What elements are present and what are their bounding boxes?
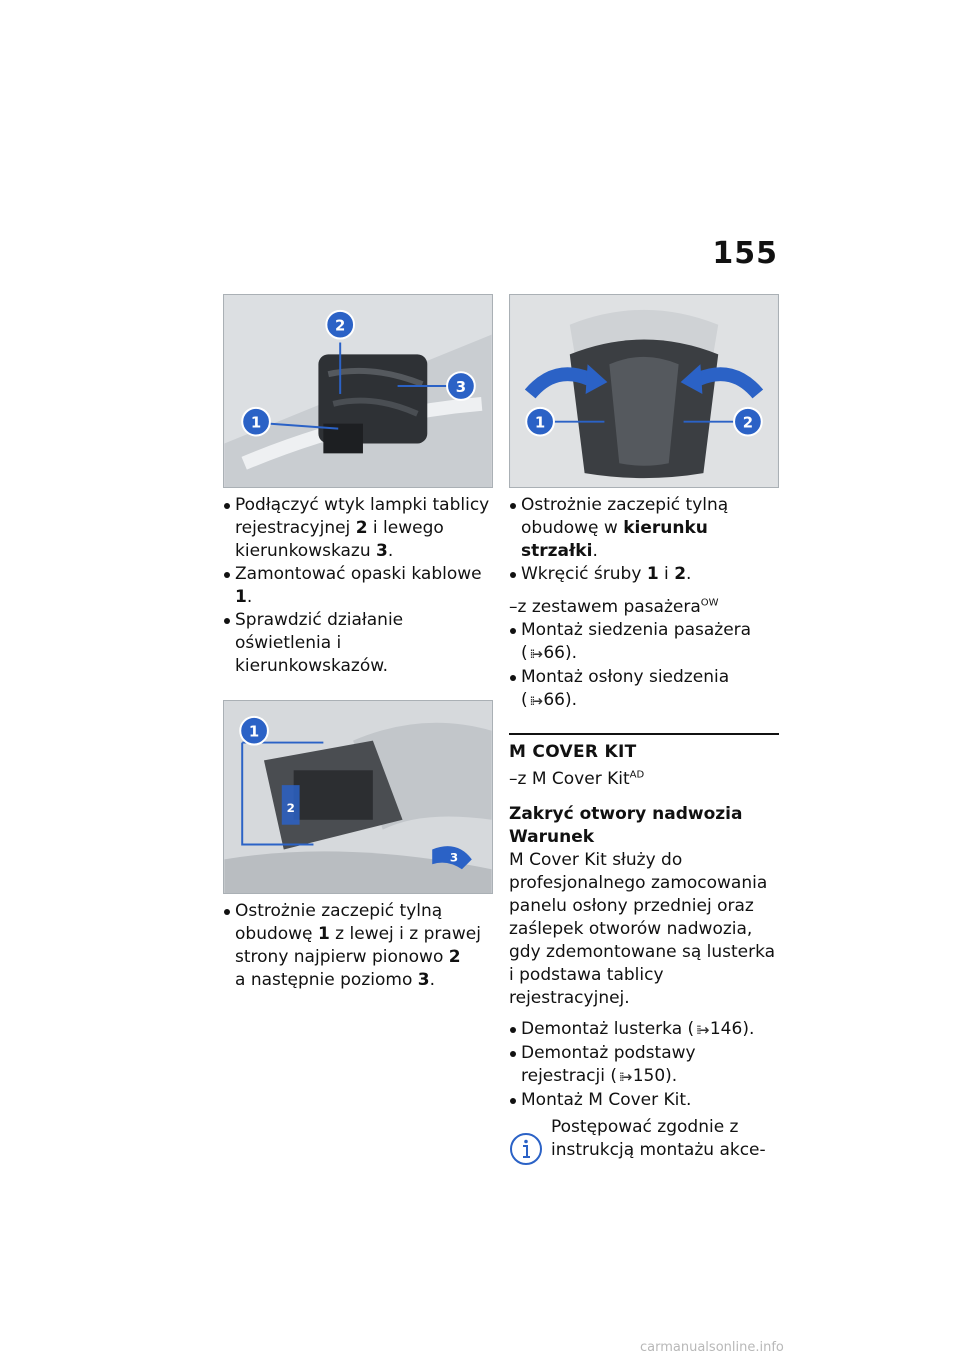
list-item: Wkręcić śruby 1 i 2. [509,563,779,586]
rear-cover-illustration [510,295,778,487]
list-item: Ostrożnie zaczepić tylną obudowę w kierunku strzałki. [509,494,779,563]
subheading: Zakryć otwory nadwozia [509,804,743,824]
page-ref-arrow-icon: ⁞⁞➜ [619,1070,631,1084]
svg-text:3: 3 [455,378,467,396]
page-reference-link[interactable]: 150 [632,1066,666,1086]
svg-text:2: 2 [335,317,346,335]
page-reference-link[interactable]: 66 [543,690,565,710]
page-number: 155 [712,236,778,271]
right-column [509,294,779,1166]
steps-list-5 [509,1018,779,1112]
page-reference-link[interactable]: 66 [543,643,565,663]
page-ref-arrow-icon: ⁞⁞➜ [529,694,542,708]
callout-1 [240,717,268,745]
list-item: Demontaż podstawy rejestracji ( ⁞⁞➜ 150). [509,1042,779,1089]
steps-list-2 [223,900,493,992]
steps-list-3 [509,494,779,586]
section-title: M COVER KIT [509,742,637,762]
svg-text:1: 1 [534,414,546,432]
list-item: Zamontować opaski kablowe 1. [223,563,493,609]
callout-2 [734,408,762,436]
page-reference-link[interactable]: 146 [709,1019,743,1039]
page-ref-arrow-icon: ⁞⁞➜ [696,1023,708,1037]
steps-list-4 [509,619,779,713]
svg-text:3: 3 [449,850,459,865]
list-item: Montaż osłony siedzenia ( ⁞⁞➜ 66). [509,666,779,713]
callout-3 [447,372,475,400]
steps-list-1 [223,494,493,678]
callout-2 [326,311,354,339]
info-icon [509,1132,543,1166]
left-column [223,294,493,992]
list-item: Demontaż lusterka ( ⁞⁞➜ 146). [509,1018,779,1042]
page-ref-arrow-icon: ⁞⁞➜ [529,647,542,661]
callout-1 [526,408,554,436]
callout-2 [287,801,295,815]
list-item: Montaż M Cover Kit. [509,1089,779,1112]
condition-heading: Warunek [509,827,595,847]
list-item: Montaż siedzenia pasażera ( ⁞⁞➜ 66). [509,619,779,666]
list-item: Podłączyć wtyk lampki tablicy rejestracyjnej 2 i lewego kierunkowskazu 3. [223,494,493,563]
figure-rear-housing [223,700,493,894]
list-item: Ostrożnie zaczepić tylną obudowę 1 z lewej i z prawej strony najpierw pionowo 2 a następnie poziomo 3. [223,900,493,992]
callout-3 [450,850,458,864]
condition-passenger-kit: –z zestawem pasażera$^{OW}$ [509,597,719,617]
description-paragraph: M Cover Kit służy do profesjonalnego zamocowania panelu osłony przedniej oraz zaślepek otworów nadwozia, gdy zdemontowane są lusterka i podstawa tablicy rejestracyjnej. [509,850,776,1008]
svg-text:2: 2 [742,414,754,432]
rear-housing-illustration [224,701,492,893]
condition-m-cover-kit: –z M Cover Kit$^{AD}$ [509,769,645,789]
svg-text:2: 2 [286,800,295,815]
info-note [509,1116,779,1166]
svg-text:1: 1 [248,723,260,741]
svg-text:1: 1 [250,414,262,432]
watermark-footer: carmanualsonline.info [640,1340,784,1355]
section-divider [509,733,779,735]
info-text: Postępować zgodnie z instrukcją montażu akce- [551,1117,766,1160]
callout-1 [242,408,270,436]
list-item: Sprawdzić działanie oświetlenia i kierunkowskazów. [223,609,493,678]
figure-wiring-connector [223,294,493,488]
figure-rear-cover-arrows [509,294,779,488]
wiring-illustration [224,295,492,487]
